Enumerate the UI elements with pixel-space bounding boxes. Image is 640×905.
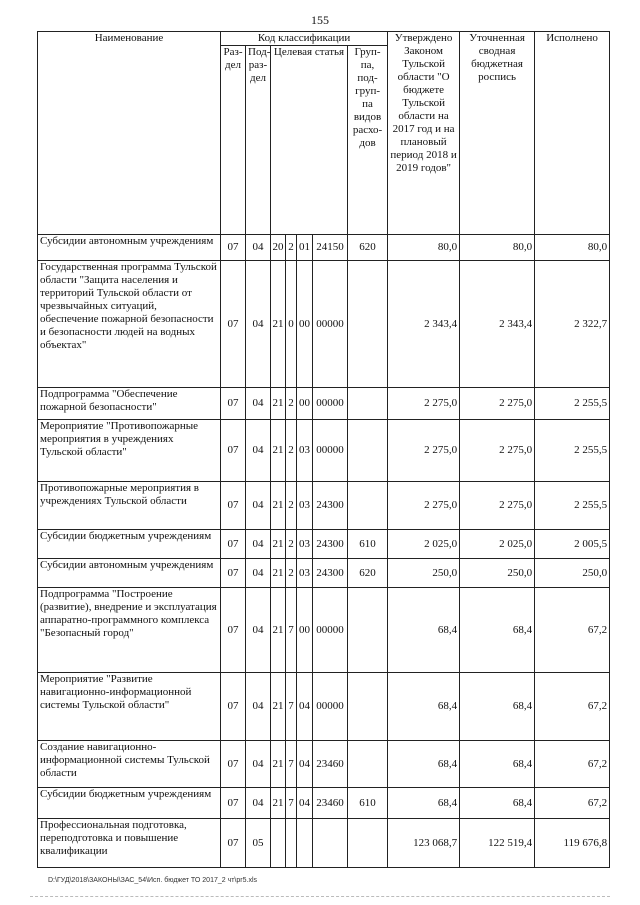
row-target-program: 21	[271, 588, 286, 673]
row-target-event: 03	[297, 559, 313, 588]
row-name: Мероприятие "Противопожарные мероприятия в учреждениях Тульской области"	[38, 420, 221, 482]
row-expense-group	[348, 741, 388, 788]
bottom-divider	[30, 896, 610, 898]
row-name: Государственная программа Тульской области "Защита населения и территорий Тульской области от чрезвычайных ситуаций, обеспечение пожарной безопасности и безопасности людей на водных объектах"	[38, 261, 221, 388]
row-target-subprogram: 7	[286, 588, 297, 673]
row-name: Противопожарные мероприятия в учреждениях Тульской области	[38, 482, 221, 530]
row-executed: 250,0	[535, 559, 610, 588]
row-subsection: 04	[246, 420, 271, 482]
header-name: Наименование	[38, 32, 221, 235]
row-target-subprogram: 2	[286, 388, 297, 420]
row-approved: 2 275,0	[388, 482, 460, 530]
row-target-program: 21	[271, 741, 286, 788]
row-approved: 68,4	[388, 788, 460, 819]
row-target-event: 04	[297, 788, 313, 819]
row-target-event: 01	[297, 235, 313, 261]
row-target-subprogram: 7	[286, 788, 297, 819]
row-approved: 2 343,4	[388, 261, 460, 388]
row-approved: 2 275,0	[388, 388, 460, 420]
row-executed: 67,2	[535, 788, 610, 819]
row-target-program: 21	[271, 559, 286, 588]
row-refined: 122 519,4	[460, 819, 535, 868]
row-name: Субсидии автономным учреждениям	[38, 235, 221, 261]
row-target-program: 21	[271, 261, 286, 388]
row-refined: 68,4	[460, 788, 535, 819]
row-target-event: 04	[297, 673, 313, 741]
row-executed: 80,0	[535, 235, 610, 261]
row-target-direction: 00000	[313, 388, 348, 420]
row-target-subprogram: 2	[286, 420, 297, 482]
header-approved: Утверждено Законом Тульской области "О бюджете Тульской области на 2017 год и на плановый период 2018 и 2019 годов"	[388, 32, 460, 235]
row-refined: 2 025,0	[460, 530, 535, 559]
row-executed: 2 255,5	[535, 420, 610, 482]
table-row	[38, 261, 610, 388]
row-expense-group	[348, 819, 388, 868]
row-subsection: 04	[246, 388, 271, 420]
row-executed: 2 255,5	[535, 482, 610, 530]
table-row	[38, 235, 610, 261]
row-name: Субсидии бюджетным учреждениям	[38, 530, 221, 559]
row-target-subprogram: 7	[286, 673, 297, 741]
header-expense-group: Груп-па, под-груп-па видов расхо-дов	[348, 46, 388, 235]
row-target-program	[271, 819, 286, 868]
row-name: Мероприятие "Развитие навигационно-информационной системы Тульской области"	[38, 673, 221, 741]
row-refined: 2 275,0	[460, 420, 535, 482]
row-target-subprogram: 2	[286, 530, 297, 559]
row-name: Субсидии бюджетным учреждениям	[38, 788, 221, 819]
row-target-event: 00	[297, 388, 313, 420]
row-executed: 119 676,8	[535, 819, 610, 868]
table-row	[38, 482, 610, 530]
row-target-subprogram: 2	[286, 482, 297, 530]
row-target-subprogram: 2	[286, 235, 297, 261]
row-approved: 68,4	[388, 673, 460, 741]
table-row	[38, 530, 610, 559]
table-row	[38, 741, 610, 788]
row-refined: 2 275,0	[460, 388, 535, 420]
header-target-article: Целевая статья	[271, 46, 348, 235]
row-refined: 2 343,4	[460, 261, 535, 388]
row-expense-group	[348, 673, 388, 741]
table-row	[38, 673, 610, 741]
row-target-event: 00	[297, 261, 313, 388]
table-row	[38, 819, 610, 868]
row-target-program: 21	[271, 388, 286, 420]
row-target-event: 04	[297, 741, 313, 788]
row-target-direction: 00000	[313, 261, 348, 388]
row-approved: 2 275,0	[388, 420, 460, 482]
row-expense-group	[348, 588, 388, 673]
row-target-event	[297, 819, 313, 868]
row-refined: 68,4	[460, 673, 535, 741]
row-executed: 2 322,7	[535, 261, 610, 388]
row-name: Подпрограмма "Обеспечение пожарной безопасности"	[38, 388, 221, 420]
row-expense-group	[348, 420, 388, 482]
table-row	[38, 588, 610, 673]
budget-table	[37, 31, 610, 868]
row-section: 07	[221, 420, 246, 482]
row-name: Субсидии автономным учреждениям	[38, 559, 221, 588]
row-target-program: 21	[271, 788, 286, 819]
row-approved: 68,4	[388, 588, 460, 673]
row-subsection: 04	[246, 261, 271, 388]
row-target-direction: 23460	[313, 788, 348, 819]
table-row	[38, 420, 610, 482]
row-subsection: 04	[246, 741, 271, 788]
table-row	[38, 559, 610, 588]
row-target-subprogram	[286, 819, 297, 868]
row-section: 07	[221, 788, 246, 819]
row-subsection: 04	[246, 482, 271, 530]
row-refined: 2 275,0	[460, 482, 535, 530]
row-subsection: 04	[246, 559, 271, 588]
page-number: 155	[311, 13, 329, 27]
row-refined: 250,0	[460, 559, 535, 588]
row-refined: 80,0	[460, 235, 535, 261]
row-approved: 2 025,0	[388, 530, 460, 559]
row-target-event: 00	[297, 588, 313, 673]
row-target-direction: 23460	[313, 741, 348, 788]
row-target-event: 03	[297, 482, 313, 530]
row-target-direction: 24300	[313, 482, 348, 530]
row-section: 07	[221, 741, 246, 788]
row-name: Подпрограмма "Построение (развитие), внедрение и эксплуатация аппаратно-программного комплекса "Безопасный город"	[38, 588, 221, 673]
table-row	[38, 388, 610, 420]
header-refined: Уточненная сводная бюджетная роспись	[460, 32, 535, 235]
row-subsection: 04	[246, 235, 271, 261]
row-executed: 2 255,5	[535, 388, 610, 420]
row-target-program: 21	[271, 673, 286, 741]
row-approved: 80,0	[388, 235, 460, 261]
table-row	[38, 788, 610, 819]
row-target-subprogram: 7	[286, 741, 297, 788]
row-subsection: 04	[246, 588, 271, 673]
row-name: Профессиональная подготовка, переподготовка и повышение квалификации	[38, 819, 221, 868]
row-target-subprogram: 2	[286, 559, 297, 588]
row-name: Создание навигационно-информационной системы Тульской области	[38, 741, 221, 788]
row-section: 07	[221, 559, 246, 588]
row-section: 07	[221, 261, 246, 388]
row-expense-group: 610	[348, 788, 388, 819]
row-target-program: 21	[271, 530, 286, 559]
row-section: 07	[221, 235, 246, 261]
row-section: 07	[221, 388, 246, 420]
row-target-direction: 00000	[313, 673, 348, 741]
row-expense-group: 620	[348, 559, 388, 588]
row-target-direction: 00000	[313, 420, 348, 482]
row-executed: 2 005,5	[535, 530, 610, 559]
row-expense-group	[348, 482, 388, 530]
row-subsection: 05	[246, 819, 271, 868]
row-target-program: 21	[271, 482, 286, 530]
row-expense-group	[348, 388, 388, 420]
row-section: 07	[221, 588, 246, 673]
row-refined: 68,4	[460, 588, 535, 673]
row-section: 07	[221, 673, 246, 741]
row-target-direction: 24150	[313, 235, 348, 261]
row-section: 07	[221, 530, 246, 559]
row-expense-group: 610	[348, 530, 388, 559]
row-target-subprogram: 0	[286, 261, 297, 388]
table-body	[38, 235, 610, 868]
row-target-direction: 24300	[313, 559, 348, 588]
row-target-direction: 00000	[313, 588, 348, 673]
row-refined: 68,4	[460, 741, 535, 788]
row-subsection: 04	[246, 530, 271, 559]
row-target-direction: 24300	[313, 530, 348, 559]
footer-file-path: D:\ГУД\2018\ЗАКОНЫ\ЗАС_54\Исп. бюджет ТО 2017_2 чт\pr5.xls	[48, 877, 257, 884]
row-expense-group: 620	[348, 235, 388, 261]
row-section: 07	[221, 819, 246, 868]
row-approved: 123 068,7	[388, 819, 460, 868]
row-subsection: 04	[246, 673, 271, 741]
row-approved: 250,0	[388, 559, 460, 588]
row-executed: 67,2	[535, 673, 610, 741]
row-subsection: 04	[246, 788, 271, 819]
row-expense-group	[348, 261, 388, 388]
row-section: 07	[221, 482, 246, 530]
header-section: Раз-дел	[221, 46, 246, 235]
row-executed: 67,2	[535, 588, 610, 673]
row-target-direction	[313, 819, 348, 868]
header-executed: Исполнено	[535, 32, 610, 235]
row-executed: 67,2	[535, 741, 610, 788]
header-subsection: Под-раз-дел	[246, 46, 271, 235]
row-target-event: 03	[297, 420, 313, 482]
row-target-program: 21	[271, 420, 286, 482]
row-target-program: 20	[271, 235, 286, 261]
row-target-event: 03	[297, 530, 313, 559]
header-code-group: Код классификации	[221, 32, 388, 46]
row-approved: 68,4	[388, 741, 460, 788]
